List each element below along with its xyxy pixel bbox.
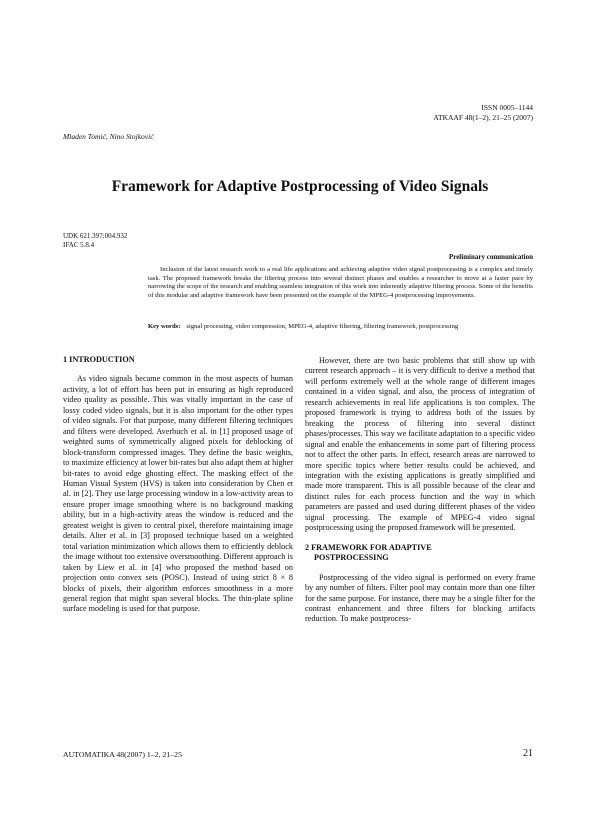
introduction-paragraph: As video signals became common in the most aspects of human activity, a lot of effort has been put in ensuring as high reproduced video quality as possible. This was vitally important in the case of lossy coded video signals, but it is also important for the other types of video signals. For that purpose, many different filtering techniques and filters were developed. Averbuch et al. in [1] proposed usage of weighted sums of symmetrically aligned pixels for deblocking of block-transform compressed images. They define the basic weights, to maximize efficiency at lower bit-rates but also adapt them at higher bit-rates to avoid edge ghosting effect. The masking effect of the Human Visual System (HVS) is taken into consideration by Chen et al. in [2]. They use large processing window in a low-activity areas to ensure proper image smoothing where is no background masking ability, but in a high-activity areas the window is reduced and the greatest weight is given to central pixel, therefore maintaining image details. Alter et al. in [3] proposed technique based on a weighted total variation minimization which allows them to efficiently deblock the image without too extensive oversmoothing. Different approach is taken by Liew et al. in [4] who proposed the method based on projection onto convex sets (POSC). Instead of using strict 8 × 8 blocks of pixels, their algorithm enforces smoothness in a more general region that might span several blocks. The thin-plate spline surface modeling is used for that purpose. bbox=[63, 374, 293, 614]
keywords-label: Key words: bbox=[148, 323, 181, 330]
section-heading-framework-line1: 2 FRAMEWORK FOR ADAPTIVE bbox=[305, 542, 432, 552]
left-column bbox=[63, 355, 293, 615]
paper-type: Preliminary communication bbox=[448, 253, 533, 261]
right-column bbox=[305, 356, 535, 625]
ifac-code: IFAC 5.8.4 bbox=[63, 241, 95, 249]
udk-code: UDK 621.397:004.932 bbox=[63, 232, 128, 240]
journal-header bbox=[433, 103, 533, 123]
issn: ISSN 0005–1144 bbox=[481, 103, 533, 112]
journal-reference: ATKAAF 48(1–2), 21–25 (2007) bbox=[433, 113, 533, 122]
page-number: 21 bbox=[523, 748, 533, 759]
keywords bbox=[148, 323, 533, 332]
right-paragraph-1: However, there are two basic problems that still show up with current research approach – it is very difficult to derive a method that will perform extremely well at the whole range of different images contained in a video signal, and also, the process of integration of research achievements in real life applications is too complex. The proposed framework is trying to address both of the issues by breaking the process of filtering into several distinct phases/processes. This way we facilitate adaptation to a specific video signal and enable the enhancements in some part of filtering process not to affect the other parts. In effect, research areas are narrowed to more specific topics where better results could be achieved, and integration with the existing applications is greatly simplified and made more transparent. This is all possible because of the clear and distinct rules for each process function and the way in which parameters are passed and used during different phases of the video signal processing. The example of MPEG-4 video signal postprocessing using the proposed framework will be presented. bbox=[305, 356, 535, 533]
paper-title: Framework for Adaptive Postprocessing of Video Signals bbox=[111, 178, 489, 195]
footer-journal: AUTOMATIKA 48(2007) 1–2, 21–25 bbox=[63, 750, 182, 759]
keywords-text: signal processing, video compression, MPEG-4, adaptive filtering, filtering framework, postprocessing bbox=[186, 323, 459, 330]
abstract: Inclusion of the latest research work to a real life applications and achieving adaptive video signal postprocessing is a complex and timely task. The proposed framework breaks the filtering process into several distinct phases and enables a researcher to move at a faster pace by narrowing the scope of the research and enabling seamless integration of this work into inherently adaptive filtering process. Some of the benefits of this modular and adaptive framework have been presented on the example of the MPEG-4 postprocessing improvements. bbox=[148, 266, 533, 299]
classification bbox=[63, 232, 127, 250]
authors: Mladen Tomić, Nino Stojković bbox=[63, 132, 154, 141]
right-paragraph-2: Postprocessing of the video signal is performed on every frame by any number of filters. Filter pool may contain more than one filter for the same purpose. For instance, there may be a single filter for the contrast enhancement and three filters for blocking artifacts reduction. To make postprocess- bbox=[305, 572, 535, 624]
section-heading-framework bbox=[305, 543, 535, 564]
section-heading-framework-line2: POSTPROCESSING bbox=[314, 553, 389, 563]
section-heading-introduction: 1 INTRODUCTION bbox=[63, 355, 135, 364]
